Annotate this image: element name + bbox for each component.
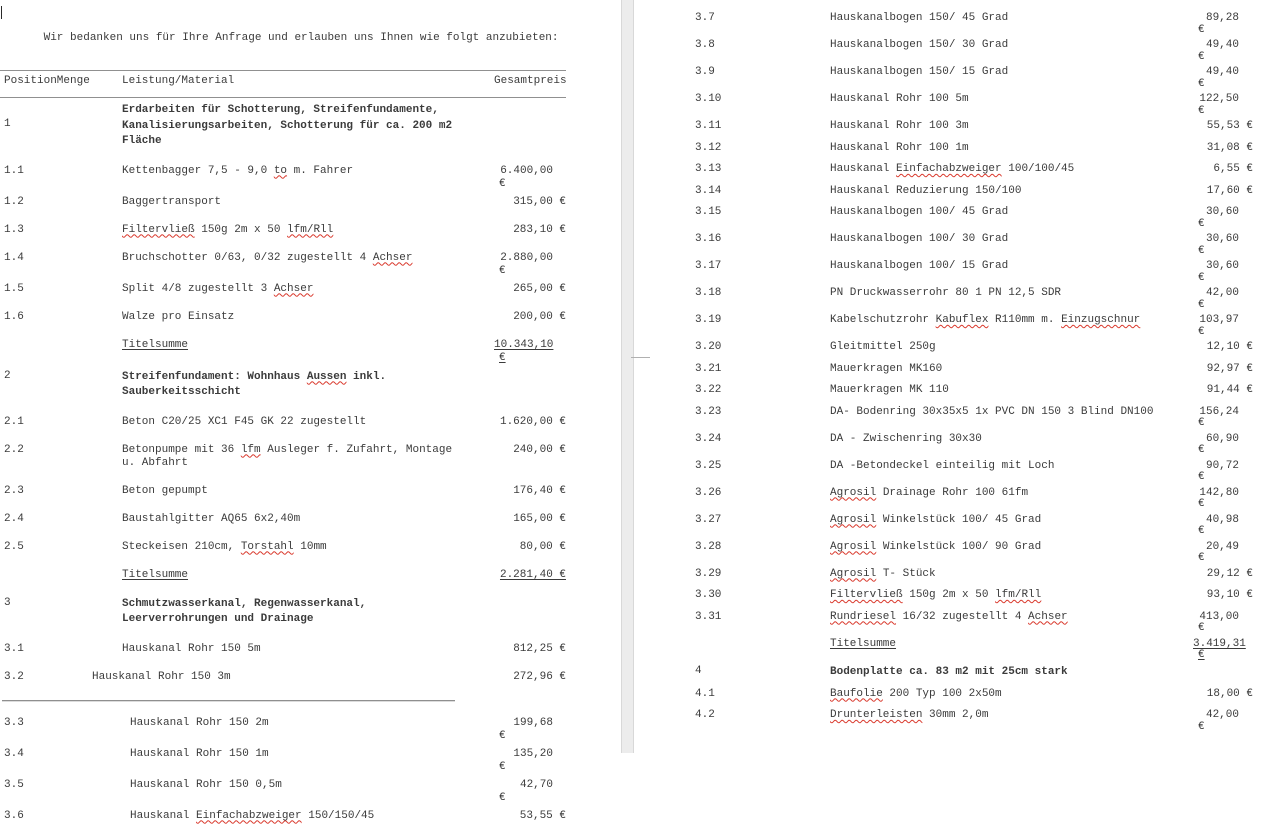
euro-sign: € [499,177,506,190]
description: Hauskanalbogen 150/ 30 Grad [830,39,1009,51]
price-cell: 176,40 € [513,484,566,497]
description: Bruchschotter 0/63, 0/32 zugestellt 4 Achser [122,251,413,264]
price-cell: 31,08 € [1206,141,1253,154]
position-number: 3.27 [695,513,722,526]
description: Hauskanal Rohr 100 1m [830,141,969,154]
table-row-3.24 [695,434,1253,457]
position-number: 3.9 [695,66,715,78]
page-right[interactable] [695,8,1253,737]
position-number [695,639,830,662]
description: DA -Betondeckel einteilig mit Loch [830,459,1055,472]
misspelled-word: Torstahl [240,540,294,553]
position-number: 3.30 [695,589,722,601]
position-number: 3.5 [4,778,24,791]
table-row-1.6 [0,311,566,324]
table-row-1.1 [0,165,566,191]
table-row-3.13 [695,164,1253,176]
misspelled-word: Filtervließ [830,589,903,601]
misspelled-word: lfm [240,443,261,456]
misspelled-word: Agrosil [830,513,877,526]
table-row-3.29 [695,569,1253,581]
price-cell: 200,00 € [513,310,566,323]
position-number: 2 [4,369,11,382]
table-row-1.5 [0,283,566,296]
position-number: 3.24 [695,432,722,445]
table-row-2 [0,370,566,401]
description: Agrosil Winkelstück 100/ 45 Grad [830,513,1042,526]
euro-sign: € [1198,104,1205,117]
titelsumme-label: Titelsumme [830,637,897,650]
euro-sign: € [1198,498,1205,510]
table-row-1.2 [0,196,566,209]
position-number: 3.29 [695,567,722,580]
position-number: 1.5 [4,282,24,295]
price-cell: 55,53 € [1206,120,1253,132]
position-number: 2.3 [4,484,24,497]
table-row-3.21 [695,364,1253,376]
table-row-3.22 [695,385,1253,397]
position-number: 1.6 [4,310,24,323]
price-cell: 42,00 € [1193,710,1253,733]
table-row-3.30 [695,590,1253,602]
table-header [0,70,566,98]
price-cell: 165,00 € [513,512,566,525]
table-row-3.28 [695,542,1253,565]
price-cell: 240,00 € [513,443,566,456]
position-number: 3.22 [695,384,722,396]
description: Hauskanalbogen 150/ 45 Grad [830,12,1009,24]
price-cell: 2.880,00 € [494,252,566,278]
table-row-3.4 [0,748,566,774]
price-cell: 42,70 € [494,779,566,805]
position-number: 3.25 [695,459,722,472]
table-row-3 [0,597,566,628]
position-number: 3.28 [695,540,722,553]
misspelled-word: Einfachabzweiger [196,809,302,822]
table-row-1.3 [0,224,566,237]
description: Mauerkragen MK160 [830,362,943,375]
position-number: 3.21 [695,362,722,375]
euro-sign: € [1198,649,1205,661]
price-cell: 135,20 € [494,748,566,774]
price-cell: 80,00 € [519,540,566,553]
position-number: 3.17 [695,260,722,272]
misspelled-word: Agrosil [830,540,877,553]
description: Streifenfundament: Wohnhaus Aussen inkl. Sauberkeitsschicht [122,370,387,398]
misspelled-word: Filtervließ [122,223,195,236]
position-number: 1.4 [4,251,24,264]
table-row-3.12 [695,143,1253,155]
description: Walze pro Einsatz [122,310,235,323]
header-leistung-material: Leistung/Material [122,75,235,87]
price-cell: 265,00 € [513,282,566,295]
price-cell: 103,97 € [1193,315,1253,338]
description: Baustahlgitter AQ65 6x2,40m [122,512,301,525]
price-cell: 30,60 € [1193,261,1253,284]
table-row-1.4 [0,252,566,278]
position-number: 3.18 [695,287,722,299]
price-cell: 6,55 € [1213,163,1253,175]
misspelled-word: Baufolie [830,687,883,700]
table-row-3.25 [695,461,1253,484]
position-number [0,339,122,365]
position-number: 3.11 [695,120,722,132]
misspelled-word: Achser [372,251,413,264]
description: Hauskanal Einfachabzweiger 100/100/45 [830,163,1075,175]
description: Hauskanal Rohr 150 5m [122,642,261,655]
table-row-1 [0,103,566,150]
price-cell: 91,44 € [1206,384,1253,396]
table-row-3.15 [695,207,1253,230]
table-row-3.14 [695,186,1253,198]
misspelled-word: Agrosil [830,567,877,580]
price-cell: 40,98 € [1193,515,1253,538]
euro-sign: € [1198,552,1205,564]
price-cell: 2.281,40 € [499,568,566,581]
table-row-2.1 [0,416,566,429]
price-cell: 29,12 € [1206,567,1253,580]
description: Hauskanalbogen 100/ 45 Grad [830,206,1009,218]
euro-sign: € [1198,444,1205,456]
table-row-2.2 [0,444,566,470]
table-row-3.16 [695,234,1253,257]
misspelled-word: Einzugschnur [1061,314,1141,326]
misspelled-word: Drunterleisten [830,709,923,721]
misspelled-word: Achser [273,282,314,295]
position-number: 2.1 [4,415,24,428]
misspelled-word: Agrosil [830,486,877,499]
euro-sign: € [1198,622,1205,634]
table-row-3.11 [695,121,1253,133]
position-number: 2.4 [4,512,24,525]
misspelled-word: Kabuflex [935,314,989,326]
page-gap-divider [621,0,634,753]
misspelled-word: Einfachabzweiger [896,163,1002,175]
euro-sign: € [1198,244,1205,257]
description: DA- Bodenring 30x35x5 1x PVC DN 150 3 Blind DN100 [830,405,1154,418]
description: Hauskanal Rohr 100 5m [830,93,969,105]
table-row-3.27 [695,515,1253,538]
position-number: 3.20 [695,341,722,353]
euro-sign: € [499,351,506,364]
euro-sign: € [499,760,506,773]
description: Beton gepumpt [122,484,208,497]
euro-sign: € [1198,298,1205,311]
position-number: 3.16 [695,233,722,245]
table-row-3.19 [695,315,1253,338]
page-boundary-tick [631,357,650,358]
position-number: 3.19 [695,314,722,326]
euro-sign: € [1198,50,1205,63]
price-cell: 122,50 € [1193,94,1253,117]
titelsumme-row [0,569,566,582]
position-number: 1.2 [4,195,24,208]
page-left[interactable] [0,0,566,838]
euro-sign: € [1198,23,1205,36]
position-number: 3.4 [4,747,24,760]
description: Betonpumpe mit 36 lfm Ausleger f. Zufahrt, Montage u. Abfahrt [122,443,453,469]
euro-sign: € [499,729,506,742]
misspelled-word: Aussen [306,370,347,383]
table-row-3.18 [695,288,1253,311]
table-row-3.23 [695,407,1253,430]
position-number: 1 [4,118,11,130]
price-cell: 6.400,00 € [494,165,566,191]
euro-sign: € [1198,271,1205,284]
price-cell: 413,00 € [1193,612,1253,635]
table-row-3.31 [695,612,1253,635]
position-number: 3.26 [695,486,722,499]
euro-sign: € [1198,77,1205,90]
right-rows [695,13,1253,733]
table-row-3.20 [695,342,1253,354]
intro-text: Wir bedanken uns für Ihre Anfrage und erlauben uns Ihnen wie folgt anzubieten: [43,32,559,44]
left-rows [0,103,566,823]
table-row-2.4 [0,513,566,526]
table-row-3.2 [0,671,566,684]
intro-line [0,6,566,58]
position-number: 3.15 [695,206,722,218]
misspelled-word: lfm/Rll [287,223,334,236]
table-row-3.7 [695,13,1253,36]
description: Kettenbagger 7,5 - 9,0 to m. Fahrer [122,164,354,177]
euro-sign: € [1198,720,1205,733]
header-gesamtpreis: Gesamtpreis [494,75,567,87]
position-number: 3 [4,596,11,609]
table-row-4.1 [695,689,1253,701]
position-number: 3.12 [695,141,722,154]
position-number: 3.2 [4,670,24,683]
description: Hauskanalbogen 100/ 30 Grad [830,233,1009,245]
description: Rundriesel 16/32 zugestellt 4 Achser [830,610,1068,623]
table-row-3.10 [695,94,1253,117]
price-cell: 90,72 € [1193,461,1253,484]
description: Beton C20/25 XC1 F45 GK 22 zugestellt [122,415,367,428]
price-cell: 42,00 € [1193,288,1253,311]
position-number: 3.14 [695,184,722,197]
table-row-2.5 [0,541,566,554]
description: Drunterleisten 30mm 2,0m [830,709,989,721]
description: Filtervließ 150g 2m x 50 lfm/Rll [830,589,1042,601]
euro-sign: € [499,791,506,804]
description: Bodenplatte ca. 83 m2 mit 25cm stark [830,665,1068,678]
misspelled-word: lfm/Rll [995,589,1042,601]
price-cell: 93,10 € [1206,589,1253,601]
position-number: 3.3 [4,716,24,729]
table-row-3.17 [695,261,1253,284]
euro-sign: € [1198,471,1205,483]
description: Agrosil Winkelstück 100/ 90 Grad [830,540,1042,553]
position-number: 4.1 [695,687,715,700]
price-cell: 142,80 € [1193,488,1253,511]
price-cell: 60,90 € [1193,434,1253,457]
table-row-4.2 [695,710,1253,733]
price-cell: 20,49 € [1193,542,1253,565]
description: Baggertransport [122,195,222,208]
price-cell: 17,60 € [1206,184,1253,197]
description: Hauskanal Rohr 100 3m [830,120,969,132]
description: Steckeisen 210cm, Torstahl 10mm [122,540,327,553]
description: Hauskanal Reduzierung 150/100 [830,184,1022,197]
table-row-3.5 [0,779,566,805]
price-cell: 18,00 € [1206,687,1253,700]
titelsumme-label: Titelsumme [122,568,189,581]
euro-sign: € [1198,325,1205,338]
position-number [0,569,122,582]
description: Baufolie 200 Typ 100 2x50m [830,687,1002,700]
description: Gleitmittel 250g [830,341,936,353]
price-cell: 12,10 € [1206,341,1253,353]
position-number: 2.5 [4,540,24,553]
description: Erdarbeiten für Schotterung, Streifenfundamente, Kanalisierungsarbeiten, Schotterung für ca. 200 m2 Fläche [122,104,453,147]
position-number: 4 [695,664,702,677]
table-row-4 [695,666,1253,679]
table-row-3.3 [0,717,566,743]
description: Hauskanalbogen 100/ 15 Grad [830,260,1009,272]
table-row-2.3 [0,485,566,498]
misspelled-word: Rundriesel [830,610,897,623]
price-cell: 3.419,31 € [1193,639,1253,662]
euro-sign: € [499,264,506,277]
titelsumme-row [0,339,566,365]
description: Split 4/8 zugestellt 3 Achser [122,282,314,295]
position-number: 3.1 [4,642,24,655]
misspelled-word: to [273,164,288,177]
price-cell: 92,97 € [1206,362,1253,375]
table-row-3.8 [695,40,1253,63]
text-cursor [1,6,2,19]
price-cell: 315,00 € [513,195,566,208]
description: Hauskanalbogen 150/ 15 Grad [830,66,1009,78]
price-cell: 272,96 € [513,670,566,683]
price-cell: 89,28 € [1193,13,1253,36]
description: Mauerkragen MK 110 [830,384,949,396]
price-cell: 53,55 € [519,809,566,822]
position-number: 3.13 [695,163,722,175]
titelsumme-label: Titelsumme [122,338,189,351]
euro-sign: € [1198,417,1205,429]
position-number: 3.7 [695,12,715,24]
position-number: 3.8 [695,39,715,51]
description: Kabelschutzrohr Kabuflex R110mm m. Einzugschnur [830,314,1141,326]
position-number: 2.2 [4,443,24,456]
price-cell: 1.620,00 € [499,415,566,428]
description: PN Druckwasserrohr 80 1 PN 12,5 SDR [830,287,1062,299]
description: Hauskanal Rohr 150 3m [92,670,231,683]
position-number: 3.10 [695,93,722,105]
table-row-3.26 [695,488,1253,511]
misspelled-word: Achser [1028,610,1068,623]
price-cell: 199,68 € [494,717,566,743]
description: Schmutzwasserkanal, Regenwasserkanal, Leerverrohrungen und Drainage [122,597,367,625]
page-break-rule [2,700,455,701]
position-number: 3.31 [695,610,722,623]
euro-sign: € [1198,525,1205,537]
description: Agrosil T- Stück [830,567,936,580]
position-number: 1.1 [4,164,24,177]
position-number: 3.6 [4,809,24,822]
price-cell: 49,40 € [1193,67,1253,90]
table-row-3.6 [0,810,566,823]
euro-sign: € [1198,217,1205,230]
price-cell: 156,24 € [1193,407,1253,430]
price-cell: 283,10 € [513,223,566,236]
header-position-menge: PositionMenge [4,75,90,87]
price-cell: 30,60 € [1193,207,1253,230]
price-cell: 812,25 € [513,642,566,655]
position-number: 3.23 [695,405,722,418]
table-row-3.1 [0,643,566,656]
price-cell: 10.343,10 € [494,339,566,365]
price-cell: 30,60 € [1193,234,1253,257]
description: Agrosil Drainage Rohr 100 61fm [830,486,1029,499]
price-cell: 49,40 € [1193,40,1253,63]
table-row-3.9 [695,67,1253,90]
description: DA - Zwischenring 30x30 [830,432,982,445]
description: Hauskanal Rohr 150 2m [130,716,269,729]
titelsumme-row [695,639,1253,662]
description: Hauskanal Rohr 150 1m [130,747,269,760]
position-number: 4.2 [695,709,715,721]
description: Filtervließ 150g 2m x 50 lfm/Rll [122,223,334,236]
description: Hauskanal Rohr 150 0,5m [130,778,282,791]
description: Hauskanal Einfachabzweiger 150/150/45 [130,809,375,822]
position-number: 1.3 [4,223,24,236]
